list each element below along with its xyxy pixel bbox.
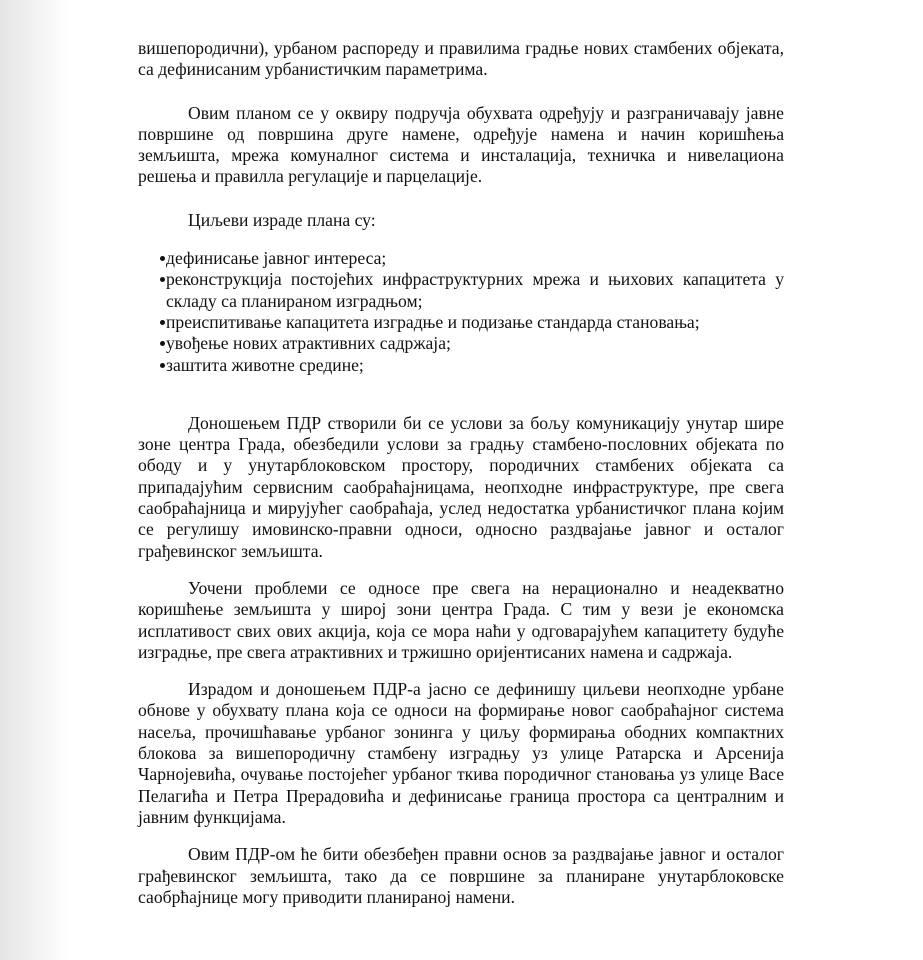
list-item — [128, 355, 784, 376]
paragraph-problems: Уочени проблеми се односе пре свега на нерационално и неадекватно коришћење земљишта у широј зони центра Града. С тим у вези је економска исплативост свих ових акција, која се мора наћи у одговарајућем капацитету будуће изградње, пре свега атрактивних и тржишно оријентисаних намена и садржаја. — [138, 577, 784, 662]
paragraph-pdr-benefits: Доношењем ПДР створили би се услови за бољу комуникацију унутар шире зоне центра Града, обезбедили услови за градњу стамбено-пословних објеката по ободу и у унутарблоковском простору, породичних стамбених објеката са припадајућим сервисним саобраћајницама, неопходне инфраструктуре, пре свега саобраћајница и мирујућег саобраћаја, услед недостатка урбанистичког плана којим се регулишу имовинско-правни односи, односно раздвајање јавног и осталог грађевинског земљишта. — [138, 412, 784, 561]
list-item — [128, 248, 784, 269]
list-item-text: дефинисање јавног интереса; — [166, 248, 387, 269]
list-item — [128, 333, 784, 354]
goals-heading: Циљеви израде плана су: — [188, 209, 376, 230]
paragraph-legal-basis: Овим ПДР-ом ће бити обезбеђен правни основ за раздвајање јавног и осталог грађевинског земљишта, тако да се површине за планиране унутарблоковске саобрћајнице могу приводити планираној намени. — [138, 844, 784, 907]
list-item-text: увођење нових атрактивних садржаја; — [166, 333, 451, 354]
paragraph-goals-definition: Израдом и доношењем ПДР-а јасно се дефинишу циљеви неопходне урбане обнове у обухвату плана која се односи на формирање новог саобраћајног система насеља, прочишћавање урбаног зонинга у циљу формирања ободних компактних блокова за вишепородичну стамбену изградњу уз улице Ратарска и Арсенија Чарнојевића, очување постојећег урбаног ткива породичног становања уз улице Васе Пелагића и Петра Прерадовића и дефинисање граница простора са централним и јавним функцијама. — [138, 679, 784, 827]
list-item-text: преиспитивање капацитета изградње и подизање стандарда становања; — [166, 311, 700, 332]
list-item — [128, 312, 784, 333]
list-item-text: реконструкција постојећих инфраструктурних мрежа и њихових капацитета у складу са планираном изградњом; — [166, 269, 784, 311]
list-item-text: заштита животне средине; — [166, 354, 364, 375]
list-item — [128, 269, 784, 312]
paragraph-continuation: вишепородични), урбаном распореду и правилима градње нових стамбених објеката, са дефинисаним урбанистичким параметрима. — [138, 38, 784, 80]
page-shadow — [0, 0, 70, 960]
paragraph-plan-scope: Овим планом се у оквиру подручја обухвата одређују и разграничавају јавне површине од површина друге намене, одређује намена и начин коришћења земљишта, мрежа комуналног система и инсталација, техничка и нивелациона решења и правилла регулације и парцелације. — [138, 102, 784, 187]
goals-list — [138, 248, 784, 376]
document-body — [138, 38, 784, 908]
